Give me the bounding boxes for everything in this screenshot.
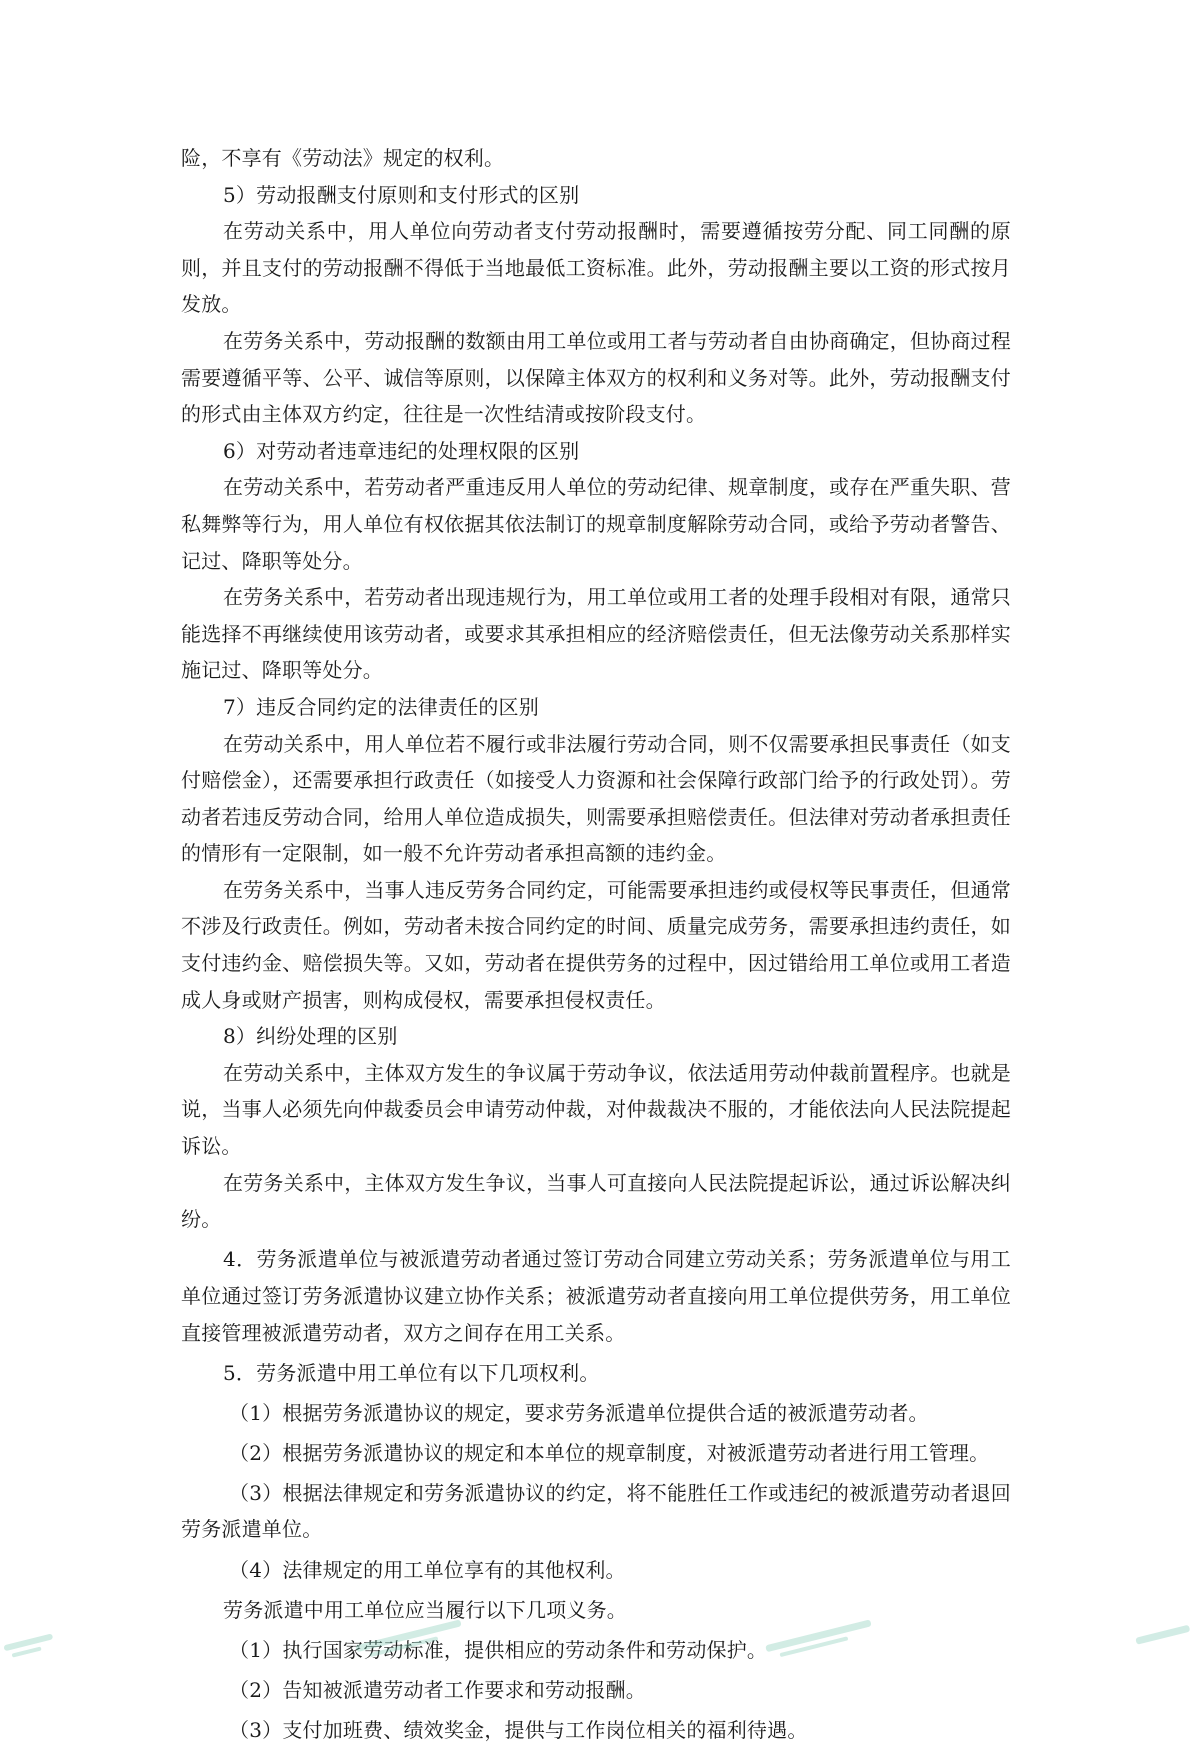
paragraph-15: 5．劳务派遣中用工单位有以下几项权利。	[223, 1360, 600, 1385]
watermark-center-left	[345, 1616, 475, 1660]
document-body	[181, 140, 1011, 1749]
paragraph-3: 在劳动关系中，用人单位向劳动者支付劳动报酬时，需要遵循按劳分配、同工同酬的原则，并且支付的劳动报酬不得低于当地最低工资标准。此外，劳动报酬主要以工资的形式按月发放。	[181, 219, 1011, 317]
list-item-obligations-1: （1）执行国家劳动标准，提供相应的劳动条件和劳动保护。	[229, 1637, 768, 1662]
paragraph-13: 在劳务关系中，主体双方发生争议，当事人可直接向人民法院提起诉讼，通过诉讼解决纠纷。	[181, 1170, 1011, 1232]
paragraph-9: 在劳动关系中，用人单位若不履行或非法履行劳动合同，则不仅需要承担民事责任（如支付赔偿金），还需要承担行政责任（如接受人力资源和社会保障行政部门给予的行政处罚）。劳动者若违反劳动合同，给用人单位造成损失，则需要承担赔偿责任。但法律对劳动者承担责任的情形有一定限制，如一般不允许劳动者承担高额的违约金。	[181, 731, 1011, 866]
list-item-obligations-3: （3）支付加班费、绩效奖金，提供与工作岗位相关的福利待遇。	[229, 1717, 808, 1742]
heading-6: 6）对劳动者违章违纪的处理权限的区别	[223, 438, 580, 463]
list-item-rights-3: （3）根据法律规定和劳务派遣协议的约定，将不能胜任工作或违纪的被派遣劳动者退回劳务派遣单位。	[181, 1480, 1011, 1542]
list-item-rights-2: （2）根据劳务派遣协议的规定和本单位的规章制度，对被派遣劳动者进行用工管理。	[229, 1440, 990, 1465]
list-item-rights-1: （1）根据劳务派遣协议的规定，要求劳务派遣单位提供合适的被派遣劳动者。	[229, 1400, 929, 1425]
list-item-obligations-2: （2）告知被派遣劳动者工作要求和劳动报酬。	[229, 1677, 646, 1702]
paragraph-1: 险，不享有《劳动法》规定的权利。	[181, 146, 505, 170]
paragraph-12: 在劳动关系中，主体双方发生的争议属于劳动争议，依法适用劳动仲裁前置程序。也就是说，当事人必须先向仲裁委员会申请劳动仲裁，对仲裁裁决不服的，才能依法向人民法院提起诉讼。	[181, 1060, 1011, 1159]
heading-7: 7）违反合同约定的法律责任的区别	[223, 694, 539, 719]
paragraph-obligations-intro: 劳务派遣中用工单位应当履行以下几项义务。	[223, 1597, 627, 1622]
paragraph-4: 在劳务关系中，劳动报酬的数额由用工单位或用工者与劳动者自由协商确定，但协商过程需要遵循平等、公平、诚信等原则，以保障主体双方的权利和义务对等。此外，劳动报酬支付的形式由主体双方约定，往往是一次性结清或按阶段支付。	[181, 328, 1011, 427]
paragraph-10: 在劳务关系中，当事人违反劳务合同约定，可能需要承担违约或侵权等民事责任，但通常不涉及行政责任。例如，劳动者未按合同约定的时间、质量完成劳务，需要承担违约责任，如支付违约金、赔偿损失等。又如，劳动者在提供劳务的过程中，因过错给用工单位或用工者造成人身或财产损害，则构成侵权，需要承担侵权责任。	[181, 877, 1011, 1012]
paragraph-7: 在劳务关系中，若劳动者出现违规行为，用工单位或用工者的处理手段相对有限，通常只能选择不再继续使用该劳动者，或要求其承担相应的经济赔偿责任，但无法像劳动关系那样实施记过、降职等处分。	[181, 585, 1011, 683]
watermark-left	[0, 1625, 60, 1665]
heading-5: 5）劳动报酬支付原则和支付形式的区别	[223, 182, 580, 207]
list-item-rights-4: （4）法律规定的用工单位享有的其他权利。	[229, 1557, 626, 1582]
watermark-right	[1130, 1616, 1191, 1660]
watermark-center-right	[755, 1616, 885, 1660]
paragraph-14: 4．劳务派遣单位与被派遣劳动者通过签订劳动合同建立劳动关系；劳务派遣单位与用工单位通过签订劳务派遣协议建立协作关系；被派遣劳动者直接向用工单位提供劳务，用工单位直接管理被派遣劳动者，双方之间存在用工关系。	[181, 1247, 1011, 1345]
heading-8: 8）纠纷处理的区别	[223, 1024, 398, 1049]
paragraph-6: 在劳动关系中，若劳动者严重违反用人单位的劳动纪律、规章制度，或存在严重失职、营私舞弊等行为，用人单位有权依据其依法制订的规章制度解除劳动合同，或给予劳动者警告、记过、降职等处分。	[181, 475, 1011, 573]
